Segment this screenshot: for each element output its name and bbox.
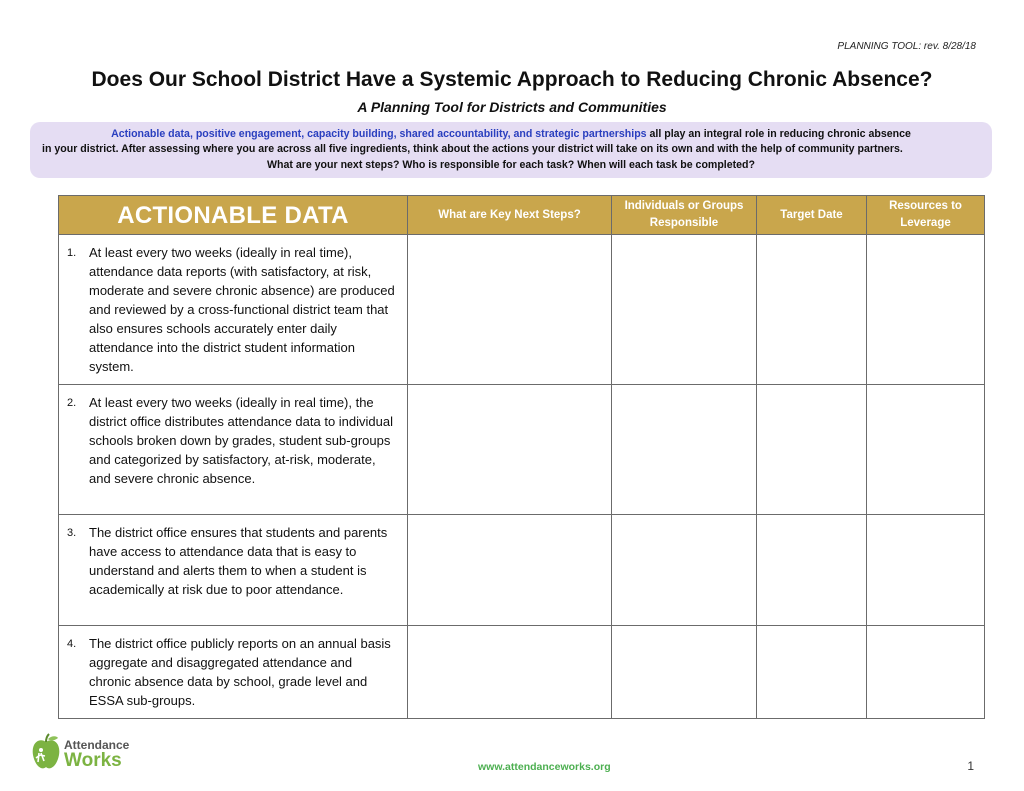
page-number: 1 — [967, 759, 974, 773]
target-date-cell[interactable] — [757, 515, 867, 626]
resources-cell[interactable] — [867, 235, 985, 385]
table-header-row — [59, 196, 985, 235]
target-date-cell[interactable] — [757, 385, 867, 515]
item-number: 1. — [67, 247, 77, 259]
intro-line-2: in your district. After assessing where you are across all five ingredients, think about the actions your district will take on its own and with the help of community partners. — [42, 143, 903, 156]
table-row — [59, 626, 985, 719]
next-steps-cell[interactable] — [408, 515, 612, 626]
footer-link[interactable]: www.attendanceworks.org — [478, 761, 611, 773]
item-cell — [59, 515, 408, 626]
responsible-cell[interactable] — [612, 385, 757, 515]
attendance-works-logo — [30, 733, 130, 773]
item-number: 4. — [67, 638, 77, 650]
column-header-responsible: Individuals or Groups Responsible — [612, 196, 757, 235]
resources-cell[interactable] — [867, 385, 985, 515]
target-date-cell[interactable] — [757, 626, 867, 719]
next-steps-cell[interactable] — [408, 235, 612, 385]
page-subtitle: A Planning Tool for Districts and Communities — [357, 99, 667, 115]
item-number: 3. — [67, 527, 77, 539]
intro-line-1-rest: all play an integral role in reducing chronic absence — [646, 128, 911, 140]
responsible-cell[interactable] — [612, 515, 757, 626]
resources-cell[interactable] — [867, 515, 985, 626]
resources-cell[interactable] — [867, 626, 985, 719]
responsible-cell[interactable] — [612, 235, 757, 385]
item-number: 2. — [67, 397, 77, 409]
target-date-cell[interactable] — [757, 235, 867, 385]
intro-line-1 — [42, 127, 980, 142]
column-header-next-steps: What are Key Next Steps? — [408, 196, 612, 235]
item-cell — [59, 235, 408, 385]
table-row — [59, 515, 985, 626]
item-cell — [59, 626, 408, 719]
page-title: Does Our School District Have a Systemic Approach to Reducing Chronic Absence? — [91, 68, 933, 91]
intro-box — [30, 122, 992, 178]
planning-table — [58, 195, 985, 719]
item-text: The district office ensures that students and parents have access to attendance data that is easy to understand and alerts them to when a student is academically at risk due to poor attendance. — [89, 525, 388, 597]
column-header-target-date: Target Date — [757, 196, 867, 235]
responsible-cell[interactable] — [612, 626, 757, 719]
intro-line-3: What are your next steps? Who is responsible for each task? When will each task be completed? — [266, 158, 756, 171]
logo-text-works: Works — [64, 750, 122, 771]
intro-highlight: Actionable data, positive engagement, capacity building, shared accountability, and strategic partnerships — [111, 128, 647, 140]
logo-text-attendance: Attendance — [64, 738, 130, 752]
section-title: ACTIONABLE DATA — [59, 196, 408, 235]
item-cell — [59, 385, 408, 515]
apple-icon — [30, 733, 62, 773]
table-row — [59, 385, 985, 515]
revision-label: PLANNING TOOL: rev. 8/28/18 — [837, 41, 976, 52]
next-steps-cell[interactable] — [408, 385, 612, 515]
column-header-resources: Resources to Leverage — [867, 196, 985, 235]
table-row — [59, 235, 985, 385]
item-text: At least every two weeks (ideally in real time), attendance data reports (with satisfactory, at risk, moderate and severe chronic absence) are produced and reviewed by a cross-functional district team that also ensures schools accurately enter daily attendance into the district student information system. — [89, 245, 395, 374]
next-steps-cell[interactable] — [408, 626, 612, 719]
item-text: At least every two weeks (ideally in real time), the district office distributes attendance data to individual schools broken down by grades, student sub-groups and categorized by satisfactory, at-risk, moderate, and severe chronic absence. — [89, 395, 393, 486]
item-text: The district office publicly reports on an annual basis aggregate and disaggregated attendance and chronic absence data by school, grade level and ESSA sub-groups. — [89, 636, 391, 708]
